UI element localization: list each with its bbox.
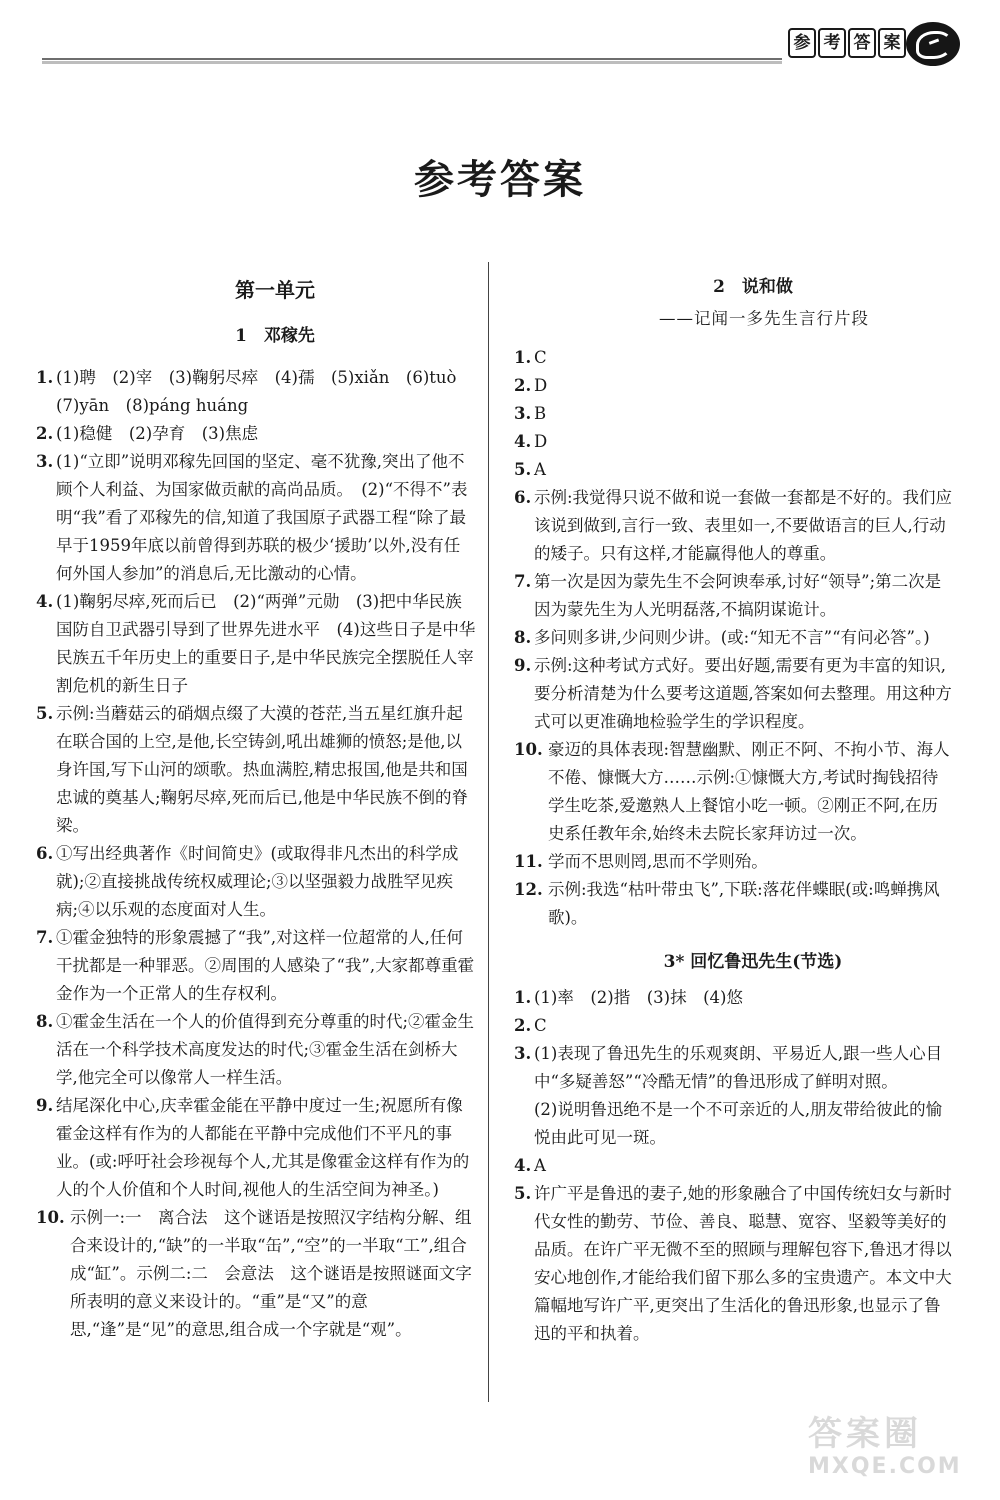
header-label-char: 参: [788, 28, 816, 58]
unit-title: 第一单元: [235, 278, 315, 302]
answer-text: [534, 1040, 954, 1152]
answer-text: (1)“立即”说明邓稼先回国的坚定、毫不犹豫,突出了他不顾个人利益、为国家做贡献的高尚品质。 (2)“不得不”表明“我”看了邓稼先的信,知道了我国原子武器工程“除了最早于1959年底以前曾得到苏联的极少‘援助’以外,没有任何外国人参加”的消息后,无比激动的心情。: [56, 452, 468, 583]
answer-item: [36, 364, 476, 420]
answer-number: 3.: [514, 404, 532, 423]
answer-item: [36, 1204, 476, 1344]
lesson-subtitle: ——记闻一多先生言行片段: [659, 309, 869, 328]
answer-item: [514, 984, 954, 1012]
answer-text: 多问则多讲,少问则少讲。(或:“知无不言”“有问必答”。): [534, 628, 930, 647]
answer-number: 5.: [514, 460, 532, 479]
answer-item: [514, 484, 954, 568]
answer-item: [514, 848, 954, 876]
answer-text: B: [534, 404, 547, 423]
answer-text: (1)率 (2)揩 (3)抹 (4)悠: [534, 988, 743, 1007]
answer-item: [36, 840, 476, 924]
answer-number: 12.: [514, 880, 543, 899]
answer-item: [514, 1152, 954, 1180]
answer-item: [514, 428, 954, 456]
watermark-cn: 答案圈: [808, 1414, 922, 1454]
answer-number: 8.: [36, 1012, 54, 1031]
answer-text: 示例一:一 离合法 这个谜语是按照汉字结构分解、组合来设计的,“缺”的一半取“缶”,“空”的一半取“工”,组合成“缸”。示例二:二 会意法 这个谜语是按照谜面文字所表明的意义来设计的。“重”是“又”的意思,“逢”是“见”的意思,组合成一个字就是“观”。: [70, 1208, 472, 1339]
header-label-char: 案: [878, 28, 906, 58]
answer-text: D: [534, 376, 548, 395]
answer-number: 5.: [36, 704, 54, 723]
answer-item: [36, 588, 476, 700]
answer-text: (1)稳健 (2)孕育 (3)焦虑: [56, 424, 259, 443]
answer-number: 1.: [514, 348, 532, 367]
page-title: 参考答案: [414, 156, 586, 203]
answer-item: [514, 456, 954, 484]
right-column: [514, 270, 954, 1348]
answer-number: 2.: [514, 376, 532, 395]
answer-item: [36, 700, 476, 840]
answer-item: [36, 448, 476, 588]
answer-text: 示例:这种考试方式好。要出好题,需要有更为丰富的知识,要分析清楚为什么要考这道题,答案如何去整理。用这种方式可以更准确地检验学生的学识程度。: [534, 656, 952, 731]
answer-item: [36, 420, 476, 448]
answer-number: 10.: [514, 740, 543, 759]
answer-text: ①霍金生活在一个人的价值得到充分尊重的时代;②霍金生活在一个科学技术高度发达的时代;③霍金生活在剑桥大学,他完全可以像常人一样生活。: [56, 1012, 475, 1087]
answer-text: 示例:我觉得只说不做和说一套做一套都是不好的。我们应该说到做到,言行一致、表里如一,不要做语言的巨人,行动的矮子。只有这样,才能赢得他人的尊重。: [534, 488, 953, 563]
answer-number: 11.: [514, 852, 543, 871]
answer-item: [514, 344, 954, 372]
answer-text: 示例:我选“枯叶带虫飞”,下联:落花伴蝶眠(或:鸣蝉携风歌)。: [548, 880, 940, 927]
answer-text: 示例:当蘑菇云的硝烟点缀了大漠的苍茫,当五星红旗升起在联合国的上空,是他,长空铸剑,吼出雄狮的愤怒;是他,以身许国,写下山河的颂歌。热血满腔,精忠报国,他是共和国忠诚的奠基人;鞠躬尽瘁,死而后已,他是中华民族不倒的脊梁。: [56, 704, 469, 835]
answer-item: [514, 876, 954, 932]
header-label-char: 答: [848, 28, 876, 58]
answer-number: 2.: [36, 424, 54, 443]
lesson-title: 1 邓稼先: [235, 326, 315, 346]
header-rule: [42, 58, 782, 64]
lesson-title: 3* 回忆鲁迅先生(节选): [663, 952, 843, 972]
lesson-title: 2 说和做: [713, 277, 793, 297]
answer-item: [36, 924, 476, 1008]
answer-text: (1)鞠躬尽瘁,死而后已 (2)“两弹”元勋 (3)把中华民族国防自卫武器引导到了世界先进水平 (4)这些日子是中华民族五千年历史上的重要日子,是中华民族完全摆脱任人宰割危机的新生日子: [56, 592, 476, 695]
answer-item: [36, 1008, 476, 1092]
answer-item: [514, 736, 954, 848]
answer-item: [514, 652, 954, 736]
answer-text: ①霍金独特的形象震撼了“我”,对这样一位超常的人,任何干扰都是一种罪恶。②周围的人感染了“我”,大家都尊重霍金作为一个正常人的生存权利。: [56, 928, 475, 1003]
answer-number: 9.: [514, 656, 532, 675]
answer-number: 10.: [36, 1208, 65, 1227]
answer-number: 6.: [514, 488, 532, 507]
answer-number: 4.: [36, 592, 54, 611]
answer-number: 1.: [36, 368, 54, 387]
answer-number: 2.: [514, 1016, 532, 1035]
answer-number: 4.: [514, 1156, 532, 1175]
answer-number: 4.: [514, 432, 532, 451]
answer-item: [514, 400, 954, 428]
answer-text: 学而不思则罔,思而不学则殆。: [548, 852, 768, 871]
watermark: [808, 1412, 976, 1482]
answer-item: [514, 1180, 954, 1348]
answer-text-part: (2)说明鲁迅绝不是一个不可亲近的人,朋友带给彼此的愉悦由此可见一斑。: [534, 1100, 943, 1147]
watermark-en: MXQE.COM: [808, 1454, 962, 1479]
answer-text: A: [534, 460, 546, 479]
answer-text: C: [534, 1016, 547, 1035]
answer-number: 6.: [36, 844, 54, 863]
answer-number: 9.: [36, 1096, 54, 1115]
answer-text: 豪迈的具体表现:智慧幽默、刚正不阿、不拘小节、海人不倦、慷慨大方……示例:①慷慨大方,考试时掏钱招待学生吃茶,爱邀熟人上餐馆小吃一顿。②刚正不阿,在历史系任教年余,始终未去院长家拜访过一次。: [548, 740, 950, 843]
answer-item: [514, 1012, 954, 1040]
answer-number: 7.: [36, 928, 54, 947]
column-divider: [488, 262, 489, 1402]
answer-text: C: [534, 348, 547, 367]
answer-item: [514, 372, 954, 400]
answer-item: [514, 624, 954, 652]
answer-item: [514, 1040, 954, 1152]
answer-number: 3.: [514, 1044, 532, 1063]
answer-text: 第一次是因为蒙先生不会阿谀奉承,讨好“领导”;第二次是因为蒙先生为人光明磊落,不搞阴谋诡计。: [534, 572, 942, 619]
answer-text: 结尾深化中心,庆幸霍金能在平静中度过一生;祝愿所有像霍金这样有作为的人都能在平静中完成他们不平凡的事业。(或:呼吁社会珍视每个人,尤其是像霍金这样有作为的人的个人价值和个人时间,视他人的生活空间为神圣。): [56, 1096, 470, 1199]
answer-text: D: [534, 432, 548, 451]
answer-number: 1.: [514, 988, 532, 1007]
answer-item: [36, 1092, 476, 1204]
answer-number: 3.: [36, 452, 54, 471]
answer-text: 许广平是鲁迅的妻子,她的形象融合了中国传统妇女与新时代女性的勤劳、节俭、善良、聪慧、宽容、坚毅等美好的品质。在许广平无微不至的照顾与理解包容下,鲁迅才得以安心地创作,才能给我们留下那么多的宝贵遗产。本文中大篇幅地写许广平,更突出了生活化的鲁迅形象,也显示了鲁迅的平和执着。: [534, 1184, 952, 1343]
answer-number: 5.: [514, 1184, 532, 1203]
left-column: [36, 270, 476, 1344]
answer-text: ①写出经典著作《时间简史》(或取得非凡杰出的科学成就);②直接挑战传统权威理论;③以坚强毅力战胜罕见疾病;④以乐观的态度面对人生。: [56, 844, 459, 919]
answer-text: A: [534, 1156, 546, 1175]
answer-text: (1)聘 (2)宰 (3)鞠躬尽瘁 (4)孺 (5)xiǎn (6)tuò (7)yān (8)páng huáng: [56, 368, 473, 415]
answer-number: 8.: [514, 628, 532, 647]
answer-item: [514, 568, 954, 624]
answer-text-part: (1)表现了鲁迅先生的乐观爽朗、平易近人,跟一些人心目中“多疑善怒”“冷酷无情”的鲁迅形成了鲜明对照。: [534, 1044, 943, 1091]
answer-number: 7.: [514, 572, 532, 591]
logo-icon: [906, 22, 960, 66]
header-label: [788, 28, 906, 58]
header-label-char: 考: [818, 28, 846, 58]
